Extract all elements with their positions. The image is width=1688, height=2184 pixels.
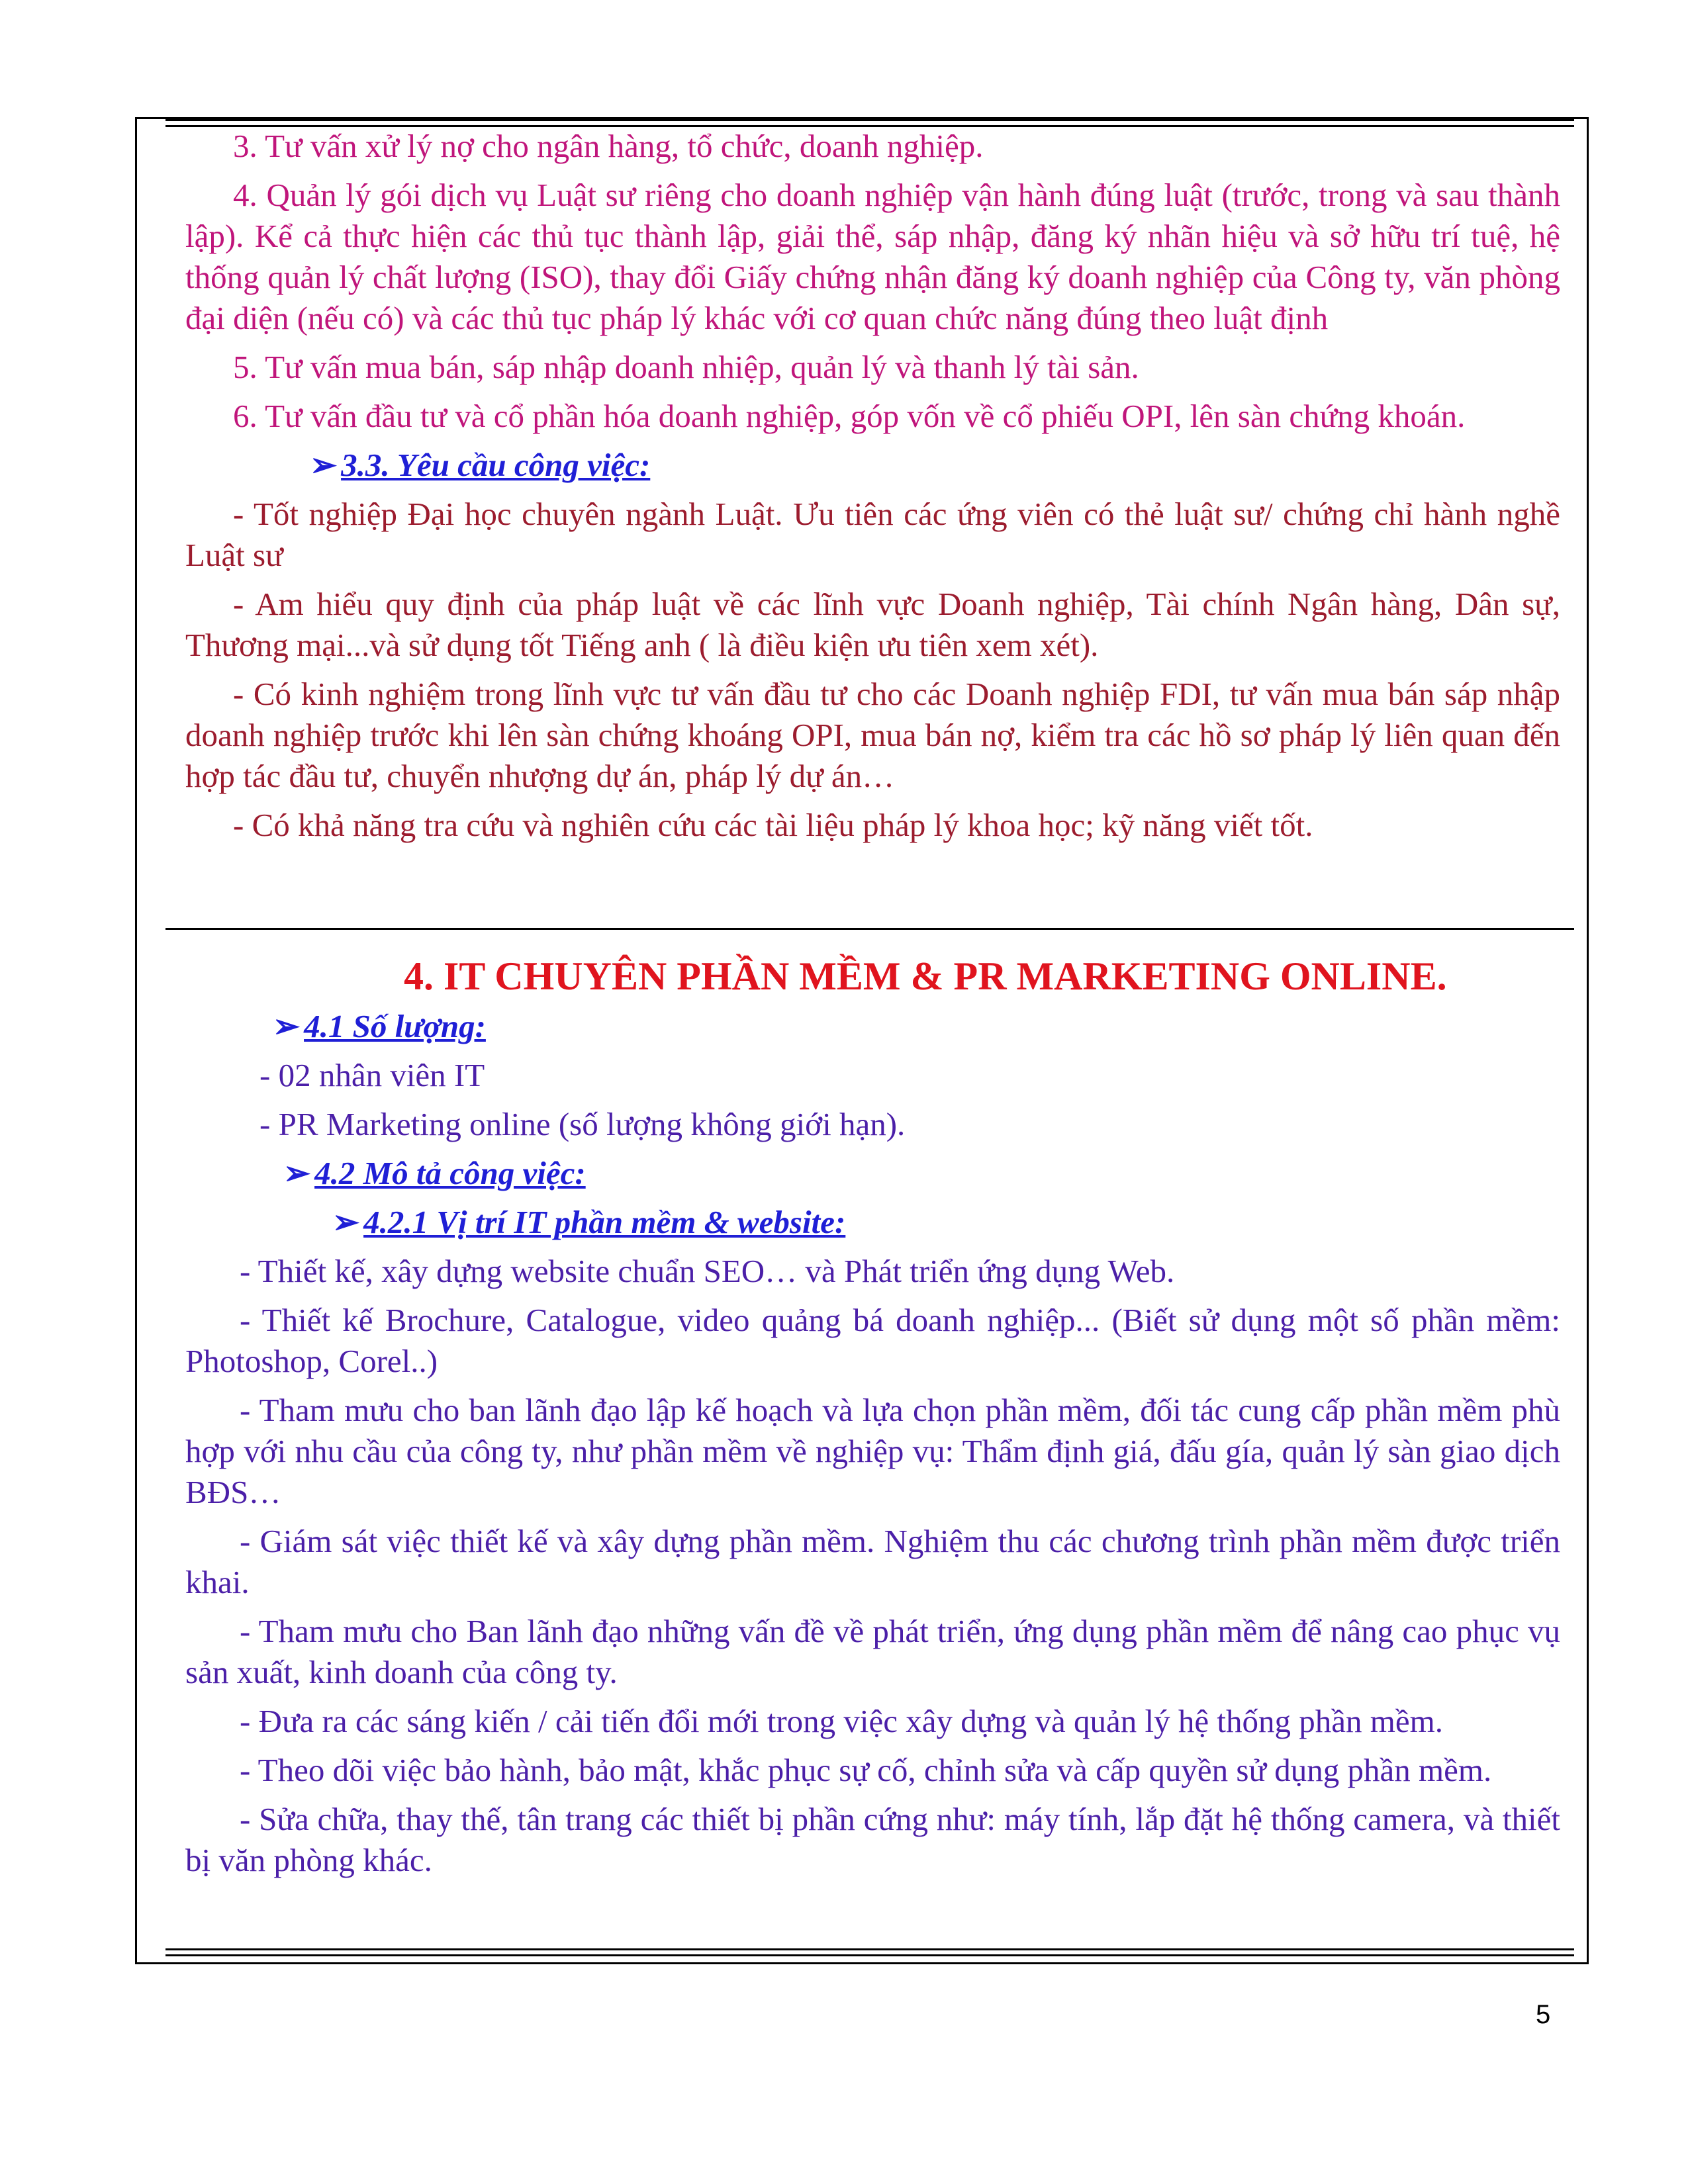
quantity-item: - 02 nhân viên IT: [259, 1057, 485, 1093]
section-divider: [165, 928, 1574, 930]
duty-item: - Thiết kế, xây dựng website chuẩn SEO… và Phát triển ứng dụng Web.: [240, 1253, 1175, 1289]
service-item: 5. Tư vấn mua bán, sáp nhập doanh nhiệp, quản lý và thanh lý tài sản.: [233, 349, 1139, 385]
arrow-bullet-icon: ➢: [283, 1155, 311, 1191]
heading-4-2-1: ➢ 4.2.1 Vị trí IT phần mềm & website:: [332, 1202, 1560, 1243]
duty-item: - Đưa ra các sáng kiến / cải tiến đổi mới trong việc xây dựng và quản lý hệ thống phần mềm.: [240, 1703, 1444, 1739]
arrow-bullet-icon: ➢: [273, 1008, 301, 1044]
duty-item: - Tham mưu cho Ban lãnh đạo những vấn đề về phát triển, ứng dụng phần mềm để nâng cao phục vụ sản xuất, kinh doanh của công ty.: [185, 1613, 1560, 1690]
arrow-bullet-icon: ➢: [332, 1204, 360, 1240]
bottom-divider: [165, 1948, 1574, 1956]
requirement-item: - Am hiểu quy định của pháp luật về các lĩnh vực Doanh nghiệp, Tài chính Ngân hàng, Dân sự, Thương mại...và sử dụng tốt Tiếng anh ( là điều kiện ưu tiên xem xét).: [185, 586, 1560, 663]
heading-4-1: ➢ 4.1 Số lượng:: [273, 1006, 1560, 1047]
requirement-item: - Có kinh nghiệm trong lĩnh vực tư vấn đầu tư cho các Doanh nghiệp FDI, tư vấn mua bán sáp nhập doanh nghiệp trước khi lên sàn chứng khoáng OPI, mua bán nợ, kiểm tra các hồ sơ pháp lý liên quan đến hợp tác đầu tư, chuyển nhượng dự án, pháp lý dự án…: [185, 676, 1560, 794]
duty-item: - Giám sát việc thiết kế và xây dựng phần mềm. Nghiệm thu các chương trình phần mềm được triển khai.: [185, 1523, 1560, 1600]
duty-item: - Tham mưu cho ban lãnh đạo lập kế hoạch và lựa chọn phần mềm, đối tác cung cấp phần mềm phù hợp với nhu cầu của công ty, như phần mềm về nghiệp vụ: Thẩm định giá, đấu gía, quản lý sàn giao dịch BĐS…: [185, 1392, 1560, 1510]
page-number: 5: [1536, 2000, 1551, 2029]
duty-item: - Sửa chữa, thay thế, tân trang các thiết bị phần cứng như: máy tính, lắp đặt hệ thống camera, và thiết bị văn phòng khác.: [185, 1801, 1560, 1878]
section-title: 4. IT CHUYÊN PHẦN MỀM & PR MARKETING ONLINE.: [404, 954, 1447, 998]
duty-item: - Theo dõi việc bảo hành, bảo mật, khắc phục sự cố, chỉnh sửa và cấp quyền sử dụng phần mềm.: [240, 1752, 1492, 1788]
heading-3-3: ➢ 3.3. Yêu cầu công việc:: [310, 445, 1560, 486]
requirement-item: - Có khả năng tra cứu và nghiên cứu các tài liệu pháp lý khoa học; kỹ năng viết tốt.: [233, 807, 1313, 843]
service-item: 4. Quản lý gói dịch vụ Luật sư riêng cho doanh nghiệp vận hành đúng luật (trước, trong và sau thành lập). Kể cả thực hiện các thủ tục thành lập, giải thể, sáp nhập, đăng ký nhãn hiệu và sở hữu trí tuệ, hệ thống quản lý chất lượng (ISO), thay đổi Giấy chứng nhận đăng ký doanh nghiệp của Công ty, văn phòng đại diện (nếu có) và các thủ tục pháp lý khác với cơ quan chức năng đúng theo luật định: [185, 177, 1560, 336]
service-item: 6. Tư vấn đầu tư và cổ phần hóa doanh nghiệp, góp vốn về cổ phiếu OPI, lên sàn chứng khoán.: [233, 398, 1466, 434]
section-legal-services: [185, 126, 1560, 854]
service-item: 3. Tư vấn xử lý nợ cho ngân hàng, tổ chức, doanh nghiệp.: [233, 128, 984, 164]
requirement-item: - Tốt nghiệp Đại học chuyên ngành Luật. Ưu tiên các ứng viên có thẻ luật sư/ chứng chỉ hành nghề Luật sư: [185, 496, 1560, 573]
duty-item: - Thiết kế Brochure, Catalogue, video quảng bá doanh nghiệp... (Biết sử dụng một số phần mềm: Photoshop, Corel..): [185, 1302, 1560, 1379]
section-it-marketing: [185, 938, 1560, 1889]
quantity-item: - PR Marketing online (số lượng không giới hạn).: [259, 1106, 906, 1142]
arrow-bullet-icon: ➢: [310, 447, 338, 483]
heading-4-2: ➢ 4.2 Mô tả công việc:: [283, 1153, 1560, 1194]
